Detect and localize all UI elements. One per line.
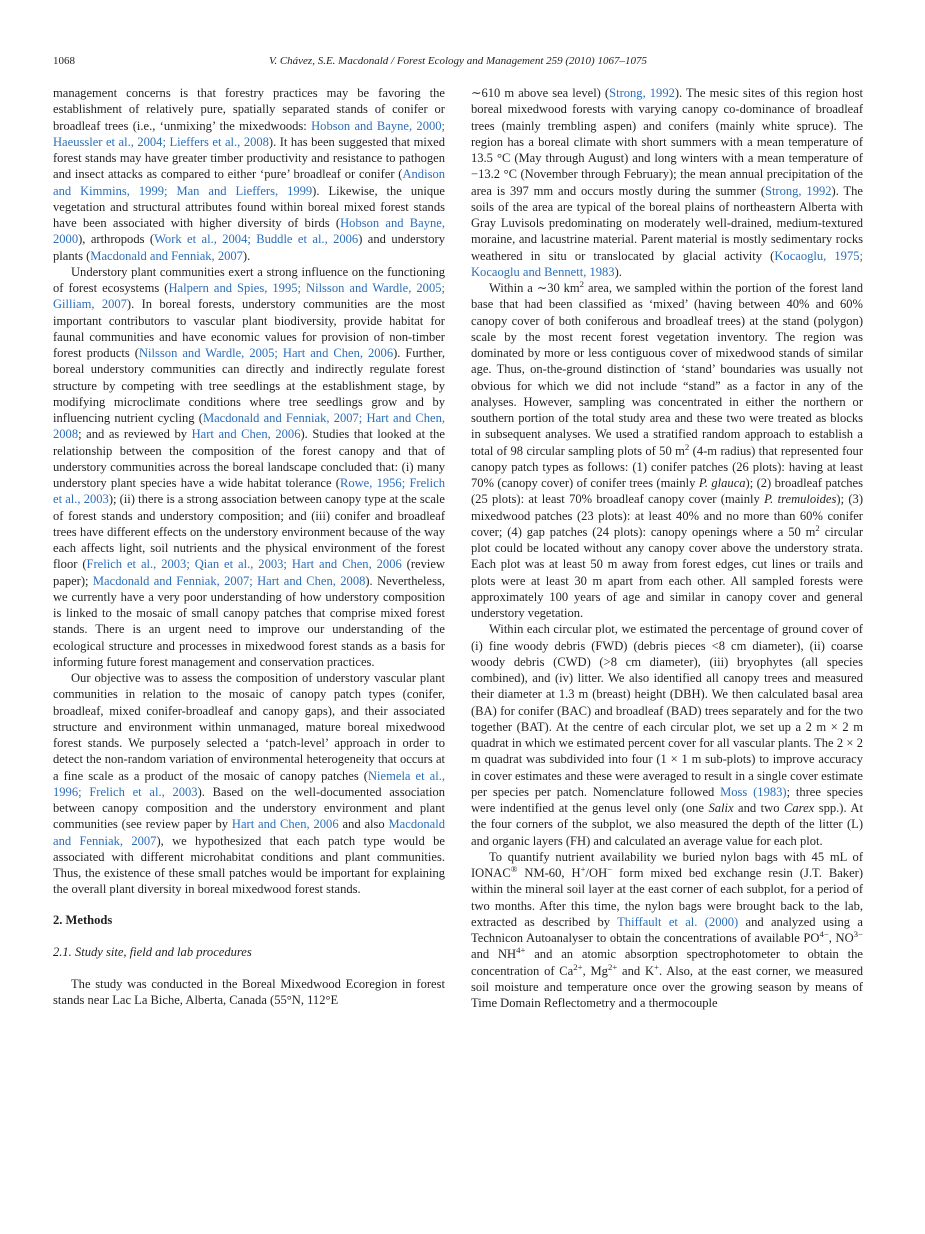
- running-title: V. Chávez, S.E. Macdonald / Forest Ecology and Management 259 (2010) 1067–1075: [269, 55, 647, 67]
- citation-link[interactable]: Strong, 1992: [609, 86, 675, 100]
- citation-link[interactable]: Andison and Kimmins, 1999; Man and Lieffers, 1999: [53, 167, 445, 198]
- citation-link[interactable]: Hart and Chen, 2006: [191, 427, 301, 442]
- citation-link[interactable]: Macdonald and Fenniak, 2007: [90, 248, 243, 263]
- citation-link[interactable]: Rowe, 1956; Frelich et al., 2003: [53, 476, 445, 507]
- citation-link[interactable]: Macdonald and Fenniak, 2007; Hart and Chen, 2008: [53, 411, 445, 442]
- paragraph: Within a ∼30 $km^2$ area, we sampled within the portion of the forest land base that had been classified as ‘mixed’ (having between 40% and 60% canopy cover of both coniferous and broadleaf trees) at the stand (polygon) scale by the most recent forest vegetation inventory. The region was dominated by more or less contiguous cover of mixedwood stands of similar age. Thus, on-the-ground distinction of ‘stand’ boundaries was usually not obvious for which we did not include “stand” as a factor in any of the analyses. However, sampling was concentrated in either the northern or southern portion of the total study area and these two were treated as blocks in subsequent analyses. We used a stratified random approach to establish a total of 98 circular sampling plots of 50 $m^2$ (4-m radius) that represented four canopy patch types as follows: (1) conifer patches (26 plots): having at least 70% (canopy cover) of conifer trees (mainly P. glauca); (2) broadleaf patches (25 plots): at least 70% broadleaf canopy cover (mainly P. tremuloides); (3) mixedwood patches (23 plots): at least 40% and no more than 60% conifer cover; (4) gap patches (24 plots): canopy openings where a 50 $m^2$ circular plot could be located without any canopy cover above the understory strata. Each plot was at least 50 m away from forest edges, cut lines or trails and plots were at least 30 m apart from each other. All sampled forests were approximately 100 years of age and similar in canopy cover and general understory vegetation.: [471, 278, 863, 620]
- citation-link[interactable]: Nilsson and Wardle, 2005; Hart and Chen, 2006: [139, 346, 394, 360]
- section-heading: 2. Methods: [53, 912, 113, 927]
- left-column: [53, 85, 445, 1009]
- paragraph: Within each circular plot, we estimated the percentage of ground cover of (i) fine woody debris (FWD) (debris pieces <8 cm diameter), (ii) coarse woody debris (CWD) (>8 cm diameter), (iii) bryophytes (all species combined), and (iv) litter. We also identified all canopy trees and measured their diameter at 1.3 m (breast) height (DBH). We then calculated basal area (BA) for conifer (BAC) and broadleaf (BAD) trees separately and for the two together (BAT). At the centre of each circular plot, we set up a 2 m × 2 m quadrat in which we estimated percent cover for all vascular plants. The 2 × 2 m quadrat was subdivided into four (1 × 1 m sub-plots) to improve accuracy in cover estimates and these were averaged to result in a single cover estimate per species per patch. Nomenclature followed Moss (1983); three species were indentified at the genus level only (one Salix and two Carex spp.). At the four corners of the subplot, we also measured the depth of the litter (L) and organic layers (FH) and calculated an average value for each plot.: [471, 622, 863, 848]
- citation-link[interactable]: Niemela et al., 1996; Frelich et al., 2003: [53, 768, 445, 799]
- citation-link[interactable]: Halpern and Spies, 1995; Nilsson and Wardle, 2005; Gilliam, 2007: [53, 281, 445, 312]
- page-header: [53, 55, 863, 71]
- citation-link[interactable]: Hobson and Bayne, 2000: [53, 216, 445, 247]
- paragraph: Understory plant communities exert a strong influence on the functioning of forest ecosystems (Halpern and Spies, 1995; Nilsson and Wardle, 2005; Gilliam, 2007). In boreal forests, understory communities are the most important contributors to vascular plant biodiversity, provide habitat for faunal communities and have economic values for provision of non-timber forest products (Nilsson and Wardle, 2005; Hart and Chen, 2006). Further, boreal understory communities can directly and indirectly regulate forest structure by competing with tree seedlings at the establishment stage, by modifying microclimate conditions where tree seedlings grow and by influencing nutrient cycling (Macdonald and Fenniak, 2007; Hart and Chen, 2008; and as reviewed by Hart and Chen, 2006). Studies that looked at the relationship between the composition of the forest canopy and that of understory communities across the boreal landscape concluded that: (i) many understory plant species have a wide habitat tolerance (Rowe, 1956; Frelich et al., 2003); (ii) there is a strong association between canopy type at the scale of forest stands and understory composition; and (iii) conifer and broadleaf trees have different effects on the understory environment because of the way each affects light, soil nutrients and the physical environment of the forest floor (Frelich et al., 2003; Qian et al., 2003; Hart and Chen, 2006 (review paper); Macdonald and Fenniak, 2007; Hart and Chen, 2008). Nevertheless, we currently have a very poor understanding of how understory composition is linked to the mosaic of small canopy patches that comprise mixed forest stands. There is an urgent need to improve our understanding of the ecological structure and processes in mixedwood forest stands as a basis for informing future forest management and conservation practices.: [53, 264, 446, 669]
- paragraph: ∼610 m above sea level) (Strong, 1992). The mesic sites of this region host boreal mixedwood forests with varying canopy co-dominance of broadleaf trees (mainly trembling aspen) and conifers (mainly white spruce). The region has a boreal climate with short summers with a mean temperature of 13.5 °C (May through August) and long winters with a mean temperature of −13.2 °C (November through February); the mean annual precipitation of the area is 397 mm and occurs mostly during the summer (Strong, 1992). The soils of the area are typical of the boreal plains of northeastern Alberta with Gray Luvisols predominating on moderately well-drained, medium-textured moraine, and lacustrine material. Parent material is mostly sedimentary rocks weathered in situ or translocated by glacial activity (Kocaoglu, 1975; Kocaoglu and Bennett, 1983).: [471, 86, 863, 279]
- citation-link[interactable]: Hobson and Bayne, 2000; Haeussler et al., 2004; Lieffers et al., 2008: [53, 118, 445, 149]
- citation-link[interactable]: Thiffault et al. (2000): [617, 914, 739, 929]
- citation-link[interactable]: Moss (1983): [720, 784, 787, 799]
- right-column: [471, 85, 863, 1011]
- citation-link[interactable]: Strong, 1992: [764, 183, 832, 198]
- paragraph: management concerns is that forestry practices may be favoring the establishment of relatively pure, spatially separated stands of conifer or broadleaf trees (i.e., ‘unmixing’ the mixedwoods: Hobson and Bayne, 2000; Haeussler et al., 2004; Lieffers et al., 2008). It has been suggested that mixed forest stands may have greater timber productivity and resistance to pathogen and insect attacks as compared to either ‘pure’ broadleaf or conifer (Andison and Kimmins, 1999; Man and Lieffers, 1999). Likewise, the unique vegetation and structural attributes found within boreal mixed forest stands have been associated with higher diversity of birds (Hobson and Bayne, 2000), arthropods (Work et al., 2004; Buddle et al., 2006) and understory plants (Macdonald and Fenniak, 2007).: [53, 86, 445, 263]
- citation-link[interactable]: Kocaoglu, 1975; Kocaoglu and Bennett, 1983: [471, 248, 863, 279]
- citation-link[interactable]: Hart and Chen, 2006: [231, 817, 339, 832]
- paragraph: To quantify nutrient availability we buried nylon bags with 45 mL of IONAC® NM-60, H+/OH− form mixed bed exchange resin (J.T. Baker) within the mineral soil layer at the east corner of each subplot, for a period of two months. After this time, the nylon bags were brought back to the lab, extracted as described by Thiffault et al. (2000) and analyzed using a Technicon Autoanalyser to obtain the concentrations of available $PO^{4-}$, $NO^{3-}$ and $NH^{4+}$ and an atomic absorption spectrophotometer to obtain the concentration of $Ca^{2+}$, $Mg^{2+}$ and K+. Also, at the east corner, we measured soil moisture and temperature once over the growing season by means of Time Domain Reflectometry and a thermocouple: [471, 849, 864, 1010]
- citation-link[interactable]: Macdonald and Fenniak, 2007: [53, 817, 445, 848]
- paragraph: Our objective was to assess the composition of understory vascular plant communities in relation to the mosaic of canopy patch types (conifer, broadleaf, mixed conifer-broadleaf and canopy gaps), and their associated structure and environment within unmanaged, mature boreal mixedwood forest stands. We purposely selected a ‘patch-level’ approach in order to detect the non-random variation of environmental heterogeneity that occurs at a fine scale as a product of the mosaic of canopy patches (Niemela et al., 1996; Frelich et al., 2003). Based on the well-documented association between canopy composition and the understory environment and plant communities (see review paper by Hart and Chen, 2006 and also Macdonald and Fenniak, 2007), we hypothesized that each patch type would be associated with different microhabitat conditions and plant communities. Thus, the existence of these small patches would be important for explaining the overall plant diversity in boreal mixedwood forest stands.: [53, 671, 445, 897]
- page-number: 1068: [53, 55, 75, 67]
- subsection-heading: 2.1. Study site, field and lab procedures: [53, 944, 252, 959]
- citation-link[interactable]: Work et al., 2004; Buddle et al., 2006: [154, 232, 359, 247]
- citation-link[interactable]: Frelich et al., 2003; Qian et al., 2003; Hart and Chen, 2006: [86, 557, 402, 572]
- paragraph: The study was conducted in the Boreal Mixedwood Ecoregion in forest stands near Lac La Biche, Alberta, Canada (55°N, 112°E: [53, 977, 445, 1008]
- citation-link[interactable]: Macdonald and Fenniak, 2007; Hart and Chen, 2008: [92, 573, 366, 588]
